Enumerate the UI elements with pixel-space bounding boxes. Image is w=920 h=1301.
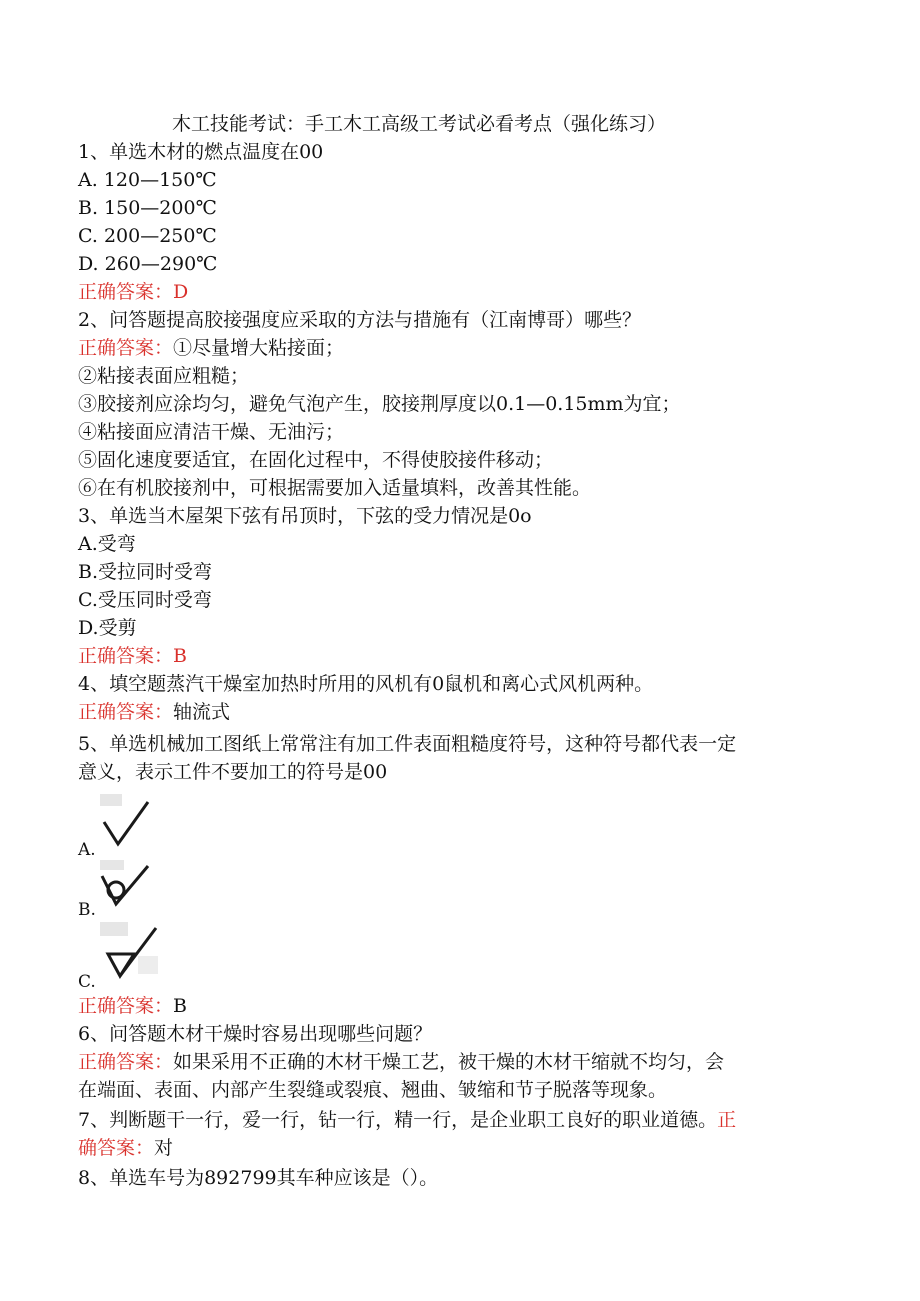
answer-line: ③胶接剂应涂均匀，避免气泡产生，胶接荆厚度以0.1—0.15mm为宜； [78,393,681,415]
answer-label: 正确答案： [78,1051,174,1073]
question-5-option-a: A. [78,840,96,860]
question-7-stem [78,1106,736,1134]
question-1-option-b: B. 150—200℃ [78,197,217,219]
answer-label-part-2: 确答案： [78,1137,155,1159]
question-1-option-d: D. 260—290℃ [78,253,218,275]
question-4-stem: 4、填空题蒸汽干燥室加热时所用的风机有0鼠机和离心式风机两种。 [78,673,654,695]
question-3-option-a: A.受弯 [78,533,136,555]
page-title: 木工技能考试：手工木工高级工考试必看考点（强化练习） [172,113,667,135]
question-4-answer [78,698,230,726]
answer-line: ④粘接面应清洁干燥、无油污； [78,421,345,443]
answer-value: B [173,645,187,667]
question-3-option-b: B.受拉同时受弯 [78,561,213,583]
question-3-stem: 3、单选当木屋架下弦有吊顶时，下弦的受力情况是0o [78,505,532,527]
question-8-stem: 8、单选车号为892799其车种应该是（）。 [78,1167,439,1189]
answer-label: 正确答案： [78,281,174,303]
answer-line: ⑥在有机胶接剂中，可根据需要加入适量填料，改善其性能。 [78,477,592,499]
roughness-symbol-c-icon [98,920,166,982]
question-5-option-b: B. [78,900,96,920]
answer-label: 正确答案： [78,337,174,359]
question-2-answer [78,334,344,362]
question-7-answer [78,1134,173,1162]
question-6-answer [78,1048,724,1076]
answer-line: 如果采用不正确的木材干燥工艺，被干燥的木材干缩就不均匀，会 [173,1051,725,1073]
roughness-symbol-b-icon [98,858,158,914]
answer-value: D [173,281,189,303]
answer-line: ⑤固化速度要适宜，在固化过程中，不得使胶接件移动； [78,449,554,471]
question-5-stem-line-1: 5、单选机械加工图纸上常常注有加工件表面粗糙度符号，这种符号都代表一定 [78,733,737,755]
answer-line: 在端面、表面、内部产生裂缝或裂痕、翘曲、皱缩和节子脱落等现象。 [78,1079,668,1101]
question-1-stem: 1、单选木材的燃点温度在00 [78,141,324,163]
question-1-answer [78,278,188,306]
question-3-option-d: D.受剪 [78,617,137,639]
answer-line: ②粘接表面应粗糙； [78,365,250,387]
question-1-option-c: C. 200—250℃ [78,225,217,247]
question-2-stem: 2、问答题提高胶接强度应采取的方法与措施有（江南博哥）哪些？ [78,309,642,331]
answer-label: 正确答案： [78,645,174,667]
answer-value: 对 [154,1137,174,1159]
answer-label-part-1: 正 [717,1109,737,1131]
roughness-symbol-a-icon [98,792,158,854]
answer-value: 轴流式 [173,701,231,723]
question-6-stem: 6、问答题木材干燥时容易出现哪些问题？ [78,1023,433,1045]
question-5-option-c: C. [78,972,96,992]
question-5-stem-line-2: 意义，表示工件不要加工的符号是00 [78,761,388,783]
question-5-answer [78,992,187,1020]
answer-line: ①尽量增大粘接面； [173,337,345,359]
question-3-option-c: C.受压同时受弯 [78,589,212,611]
answer-label: 正确答案： [78,701,174,723]
answer-value: B [173,995,187,1017]
answer-label: 正确答案： [78,995,174,1017]
question-3-answer [78,642,187,670]
question-1-option-a: A. 120—150℃ [78,169,217,191]
question-7-text: 7、判断题干一行，爱一行，钻一行，精一行，是企业职工良好的职业道德。 [78,1109,718,1131]
